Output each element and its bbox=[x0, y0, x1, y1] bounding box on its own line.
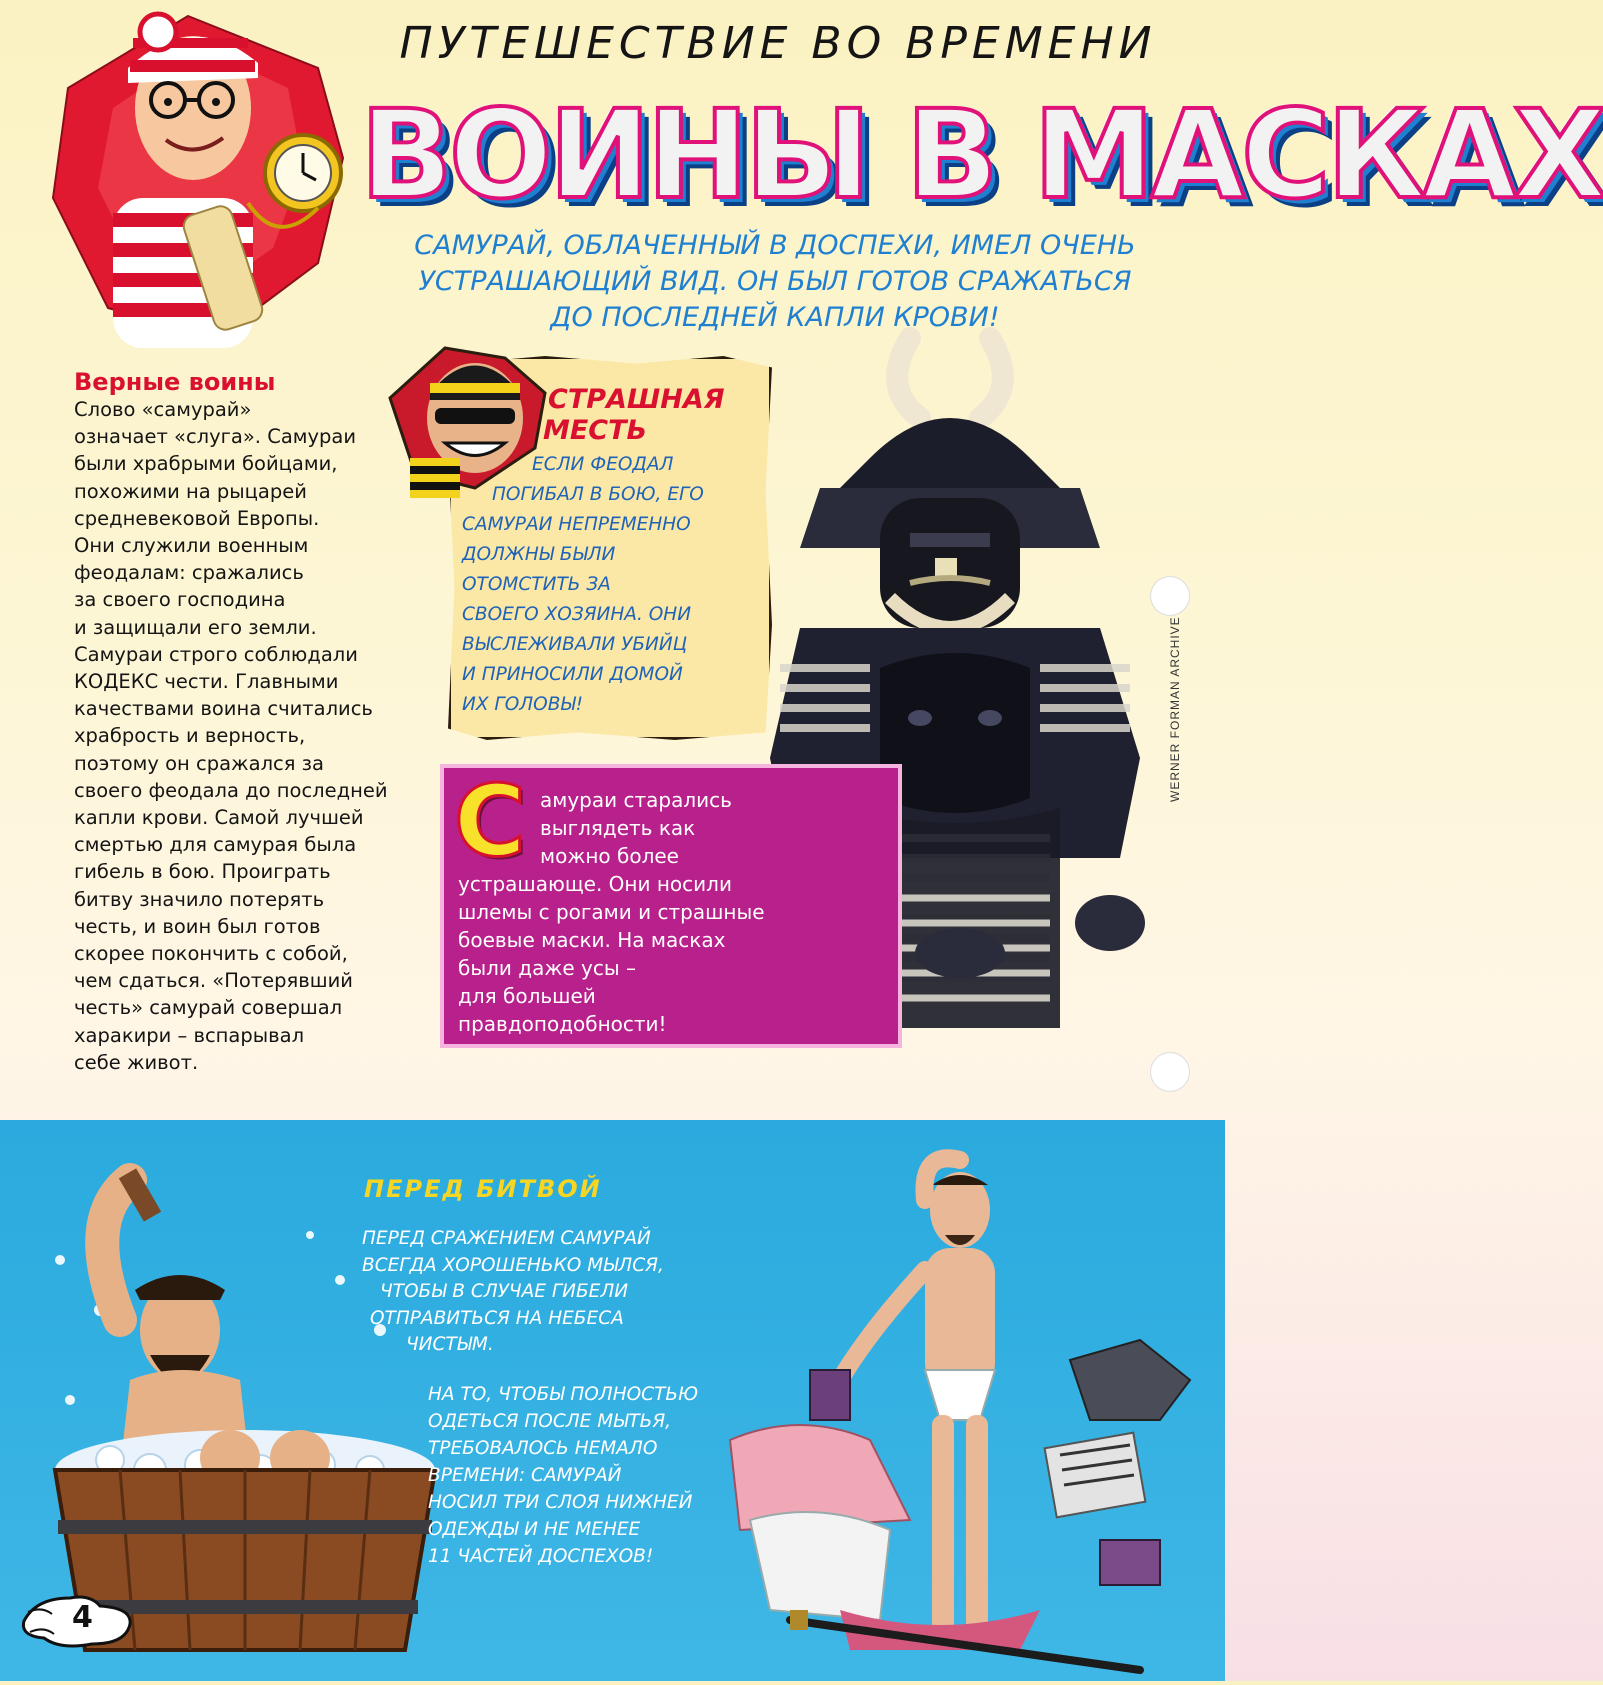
sidebar-line: харакири – вспарывал bbox=[74, 1023, 305, 1047]
revenge-line: ДОЛЖНЫ БЫЛИ bbox=[462, 544, 616, 565]
masks-line: амураи старались bbox=[540, 788, 732, 812]
masks-line: устрашающе. Они носили bbox=[458, 872, 732, 896]
page-number: 4 bbox=[72, 1600, 93, 1635]
sidebar-line: и защищали его земли. bbox=[74, 615, 317, 639]
masks-line: боевые маски. На масках bbox=[458, 928, 726, 952]
sidebar-line: похожими на рыцарей bbox=[74, 479, 307, 503]
battle-line: ОДЕТЬСЯ ПОСЛЕ МЫТЬЯ, bbox=[428, 1411, 672, 1432]
sidebar-line: Слово «самурай» bbox=[74, 398, 252, 421]
sidebar-line: своего феодала до последней bbox=[74, 778, 388, 802]
bathing-samurai-illustration bbox=[40, 1140, 480, 1660]
sidebar-line: капли крови. Самой лучшей bbox=[74, 806, 364, 830]
sidebar-line: за своего господина bbox=[74, 588, 286, 612]
photo-credit: WERNER FORMAN ARCHIVE bbox=[1168, 616, 1182, 802]
sidebar-line: гибель в бою. Проиграть bbox=[74, 860, 331, 884]
battle-line: ОТПРАВИТЬСЯ НА НЕБЕСА bbox=[370, 1307, 624, 1329]
page-title: ВОИНЫ В МАСКАХ bbox=[360, 84, 1603, 226]
intro-text bbox=[360, 228, 1190, 336]
battle-line: ЧИСТЫМ. bbox=[406, 1334, 494, 1355]
battle-line: ВРЕМЕНИ: САМУРАЙ bbox=[428, 1465, 622, 1486]
revenge-title-line: СТРАШНАЯ bbox=[548, 384, 725, 415]
sidebar-heading: Верные воины bbox=[74, 368, 276, 396]
sidebar-line: средневековой Европы. bbox=[74, 506, 320, 530]
revenge-line: ПОГИБАЛ В БОЮ, ЕГО bbox=[492, 484, 704, 505]
battle-line: ОДЕЖДЫ И НЕ МЕНЕЕ bbox=[428, 1519, 641, 1540]
binder-hole bbox=[1150, 576, 1190, 616]
masks-line: шлемы с рогами и страшные bbox=[458, 900, 765, 924]
revenge-line: И ПРИНОСИЛИ ДОМОЙ bbox=[462, 664, 683, 685]
revenge-line: САМУРАИ НЕПРЕМЕННО bbox=[462, 514, 691, 535]
battle-line: НА ТО, ЧТОБЫ ПОЛНОСТЬЮ bbox=[428, 1384, 699, 1405]
binder-hole bbox=[1150, 1052, 1190, 1092]
masks-line: были даже усы – bbox=[458, 956, 637, 980]
sidebar-line: чем сдаться. «Потерявший bbox=[74, 969, 353, 993]
revenge-line: ЕСЛИ ФЕОДАЛ bbox=[532, 454, 674, 475]
sidebar-line: означает «слуга». Самураи bbox=[74, 425, 357, 449]
revenge-line: ОТОМСТИТЬ ЗА bbox=[462, 574, 611, 595]
sidebar-line: честь» самурай совершал bbox=[74, 996, 343, 1020]
masks-line: правдоподобности! bbox=[458, 1012, 667, 1036]
sidebar-line: честь, и воин был готов bbox=[74, 914, 321, 938]
battle-line: ВСЕГДА ХОРОШЕНЬКО МЫЛСЯ, bbox=[362, 1254, 664, 1276]
sidebar-line: были храбрыми бойцами, bbox=[74, 452, 338, 476]
waldo-illustration bbox=[18, 8, 363, 338]
revenge-line: ИХ ГОЛОВЫ! bbox=[462, 694, 583, 715]
battle-line: ТРЕБОВАЛОСЬ НЕМАЛО bbox=[428, 1438, 658, 1459]
battle-line: НОСИЛ ТРИ СЛОЯ НИЖНЕЙ bbox=[428, 1492, 693, 1513]
sidebar-line: Они служили военным bbox=[74, 534, 309, 558]
sidebar-line: битву значило потерять bbox=[74, 887, 325, 911]
dressing-samurai-illustration bbox=[720, 1140, 1225, 1680]
revenge-title-line: МЕСТЬ bbox=[543, 415, 648, 446]
sidebar-line: качествами воина считались bbox=[74, 697, 373, 721]
revenge-title bbox=[543, 384, 725, 446]
dropcap-letter: С bbox=[454, 765, 526, 879]
sidebar-line: КОДЕКС чести. Главными bbox=[74, 670, 339, 694]
before-battle-heading: ПЕРЕД БИТВОЙ bbox=[364, 1175, 602, 1203]
intro-line: САМУРАЙ, ОБЛАЧЕННЫЙ В ДОСПЕХИ, ИМЕЛ ОЧЕНЬ bbox=[414, 230, 1136, 261]
battle-line: ЧТОБЫ В СЛУЧАЕ ГИБЕЛИ bbox=[380, 1281, 629, 1302]
masks-line: выглядеть как bbox=[540, 816, 696, 840]
sidebar-line: скорее покончить с собой, bbox=[74, 942, 348, 966]
before-battle-text-2 bbox=[428, 1381, 748, 1570]
sidebar-line: храбрость и верность, bbox=[74, 724, 306, 748]
sidebar-line: себе живот. bbox=[74, 1050, 199, 1074]
sidebar-line: смертью для самурая была bbox=[74, 833, 357, 857]
sidebar-body bbox=[74, 396, 414, 1076]
intro-line: ДО ПОСЛЕДНЕЙ КАПЛИ КРОВИ! bbox=[550, 302, 1000, 333]
masks-callout-text bbox=[458, 786, 878, 1038]
revenge-line: ВЫСЛЕЖИВАЛИ УБИЙЦ bbox=[462, 634, 688, 655]
sidebar-line: феодалам: сражались bbox=[74, 561, 304, 585]
sidebar-line: поэтому он сражался за bbox=[74, 751, 324, 775]
battle-line: ПЕРЕД СРАЖЕНИЕМ САМУРАЙ bbox=[362, 1228, 651, 1249]
intro-line: УСТРАШАЮЩИЙ ВИД. ОН БЫЛ ГОТОВ СРАЖАТЬСЯ bbox=[418, 266, 1132, 297]
masks-line: можно более bbox=[540, 844, 679, 868]
revenge-text bbox=[462, 450, 757, 720]
series-kicker: ПУТЕШЕСТВИЕ ВО ВРЕМЕНИ bbox=[399, 18, 1157, 69]
revenge-line: СВОЕГО ХОЗЯИНА. ОНИ bbox=[462, 604, 692, 625]
sidebar-line: Самураи строго соблюдали bbox=[74, 642, 358, 666]
battle-line: 11 ЧАСТЕЙ ДОСПЕХОВ! bbox=[428, 1546, 654, 1567]
before-battle-text-1 bbox=[362, 1226, 742, 1359]
masks-line: для большей bbox=[458, 984, 596, 1008]
